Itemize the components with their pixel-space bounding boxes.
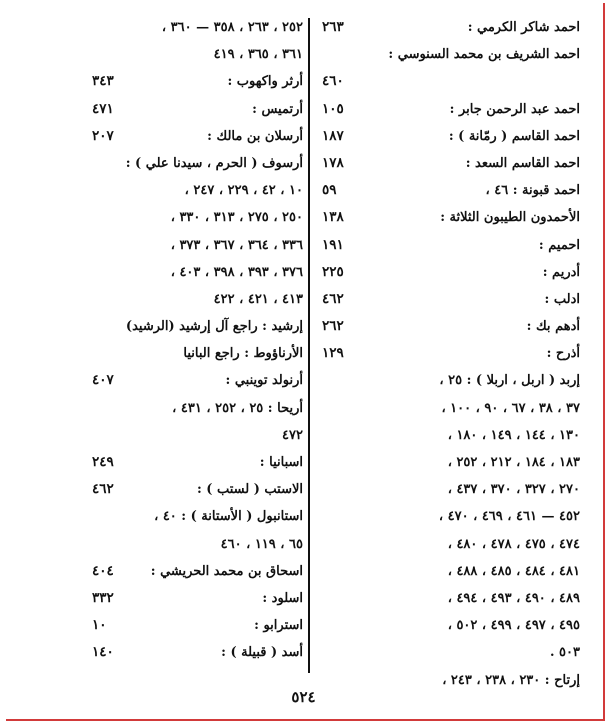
index-entry (88, 313, 303, 340)
index-entry (318, 449, 580, 476)
entry-text: ٦٥ ، ١١٩ ، ٤٦٠ (220, 536, 303, 552)
entry-text: ٣٣٦ ، ٣٦٤ ، ٣٦٧ ، ٣٧٣ ، (170, 237, 303, 253)
entry-text: احمد الشريف بن محمد السنوسي : (388, 47, 580, 63)
entry-text: أرسلان بن مالك : (207, 128, 303, 144)
entry-text: ٣٧ ، ٣٨ ، ٦٧ ، ٩٠ ، ١٠٠ ، (441, 400, 580, 416)
index-entry (88, 367, 303, 394)
entry-page-ref: ٢٢٥ (322, 263, 344, 280)
index-entry (318, 531, 580, 558)
index-entry (318, 422, 580, 449)
entry-page-ref: ٤٦٠ (322, 73, 344, 90)
index-entry (88, 639, 303, 666)
index-entry (318, 503, 580, 530)
entry-text: ٢٥٠ ، ٢٧٥ ، ٣١٣ ، ٣٣٠ ، (170, 210, 303, 226)
entry-text: أريحا : ٢٥ ، ٢٥٢ ، ٤٣١ ، (172, 400, 303, 416)
entry-page-ref: ٤٠٧ (92, 372, 114, 389)
index-entry (318, 340, 580, 367)
entry-text: أرنولد توينبي : (225, 373, 303, 389)
page-number: ٥٢٤ (291, 688, 316, 706)
entry-page-ref: ١٠ (92, 617, 107, 634)
index-entry (318, 68, 580, 95)
index-entry (88, 340, 303, 367)
index-entry (318, 639, 580, 666)
index-entry (318, 558, 580, 585)
entry-page-ref: ٣٤٣ (92, 73, 114, 90)
entry-text: أرتميس : (252, 101, 303, 117)
entry-text: أذرح : (546, 346, 580, 362)
entry-text: ٤٩٥ ، ٤٩٧ ، ٤٩٩ ، ٥٠٢ ، (447, 618, 580, 634)
index-entry (88, 41, 303, 68)
entry-text: احمد القاسم ( رمّانة ) : (448, 128, 580, 144)
index-entry (88, 232, 303, 259)
index-entry (88, 449, 303, 476)
index-entry (318, 612, 580, 639)
entry-text: ٤١٣ ، ٤٢١ ، ٤٢٢ (213, 291, 303, 307)
entry-page-ref: ١٠٥ (322, 100, 344, 117)
entry-page-ref: ٤٠٤ (92, 562, 114, 579)
entry-page-ref: ٢٦٢ (322, 318, 344, 335)
index-entry (318, 232, 580, 259)
entry-text: احمد قبونة : ٤٦ ، (485, 183, 580, 199)
entry-text: ٤٨٩ ، ٤٩٠ ، ٤٩٣ ، ٤٩٤ ، (447, 590, 580, 606)
entry-page-ref: ١٩١ (322, 236, 344, 253)
index-entry (318, 259, 580, 286)
entry-text: احمد القاسم السعد : (465, 155, 580, 171)
index-entry (88, 259, 303, 286)
entry-text: ١٣٠ ، ١٤٤ ، ١٤٩ ، ١٨٠ ، (447, 427, 580, 443)
index-entry (88, 612, 303, 639)
index-entry (318, 286, 580, 313)
index-entry (318, 395, 580, 422)
entry-page-ref: ١٤٠ (92, 644, 114, 661)
entry-text: ٢٧٠ ، ٣٢٧ ، ٣٧٠ ، ٤٣٧ ، (447, 482, 580, 498)
entry-page-ref: ٢٦٣ (322, 19, 344, 35)
entry-text: أدريم : (542, 264, 580, 280)
entry-page-ref: ٢٤٩ (92, 454, 114, 470)
entry-text: إرتاح : ٢٣٠ ، ٢٣٨ ، ٢٤٣ ، (442, 672, 580, 688)
entry-text: الأحمدون الطيبون الثلاثة : (440, 210, 580, 226)
entry-text: أرسوف ( الحرم ، سيدنا علي ) : (125, 155, 303, 171)
entry-page-ref: ١٨٧ (322, 127, 344, 144)
index-entry (88, 68, 303, 95)
entry-text: ١٠ ، ٤٢ ، ٢٢٩ ، ٢٤٧ ، (184, 183, 303, 199)
entry-text: استرابو : (254, 618, 303, 634)
entry-text: الاستب ( لستب ) : (196, 482, 303, 498)
index-entry (88, 150, 303, 177)
entry-text: إرشيد : راجع آل إرشيد (الرشيد) (125, 319, 303, 335)
index-entry (88, 286, 303, 313)
index-entry (88, 422, 303, 449)
entry-page-ref: ١٧٨ (322, 154, 344, 171)
index-entry (318, 123, 580, 150)
entry-text: ١٨٣ ، ١٨٤ ، ٢١٢ ، ٢٥٢ ، (447, 455, 580, 470)
index-entry (318, 177, 580, 204)
entry-text: إربد ( اربل ، اربلا ) : ٢٥ ، (439, 373, 580, 389)
index-entry (318, 14, 580, 41)
index-column-right (318, 14, 580, 694)
index-entry (88, 14, 303, 41)
index-entry (318, 150, 580, 177)
entry-text: الأرناؤوط : راجع البانيا (183, 346, 303, 362)
index-entry (318, 96, 580, 123)
index-entry (88, 558, 303, 585)
entry-page-ref: ٤٦٢ (92, 481, 114, 498)
entry-text: احمد شاكر الكرمي : (467, 20, 580, 35)
entry-text: احمد عبد الرحمن جابر : (449, 101, 580, 117)
entry-page-ref: ٤٦٢ (322, 290, 344, 307)
index-entry (88, 204, 303, 231)
column-divider (308, 18, 310, 673)
entry-text: ٤٥٢ — ٤٦١ ، ٤٦٩ ، ٤٧٠ ، (438, 509, 580, 525)
entry-text: أدهم بك : (526, 319, 580, 335)
index-column-left (88, 14, 303, 667)
entry-text: اسلود : (262, 590, 303, 606)
entry-text: ٣٧٦ ، ٣٩٣ ، ٣٩٨ ، ٤٠٣ ، (170, 264, 303, 280)
entry-text: اسحاق بن محمد الحريشي : (150, 563, 303, 579)
entry-text: ٤٨١ ، ٤٨٤ ، ٤٨٥ ، ٤٨٨ ، (447, 563, 580, 579)
index-entry (318, 313, 580, 340)
entry-text: استانبول ( الأستانة ) : ٤٠ ، (154, 509, 303, 525)
entry-page-ref: ١٣٨ (322, 209, 344, 226)
index-entry (88, 96, 303, 123)
entry-text: أسد ( قبيلة ) : (221, 645, 303, 661)
entry-page-ref: ٤٧١ (92, 100, 114, 117)
entry-text: ٤٧٤ ، ٤٧٥ ، ٤٧٨ ، ٤٨٠ ، (447, 536, 580, 552)
index-entry (88, 585, 303, 612)
entry-text: ٢٥٢ ، ٢٦٣ ، ٣٥٨ — ٣٦٠ ، (161, 20, 303, 35)
index-entry (88, 531, 303, 558)
entry-page-ref: ٥٩ (322, 182, 337, 199)
index-entry (318, 204, 580, 231)
entry-text: ٥٠٣ . (549, 645, 580, 661)
entry-page-ref: ٢٠٧ (92, 127, 114, 144)
entry-text: ادلب : (544, 291, 580, 307)
index-entry (88, 476, 303, 503)
entry-page-ref: ٣٣٢ (92, 589, 114, 606)
index-entry (318, 367, 580, 394)
entry-text: اسبانيا : (259, 455, 303, 470)
index-entry (88, 177, 303, 204)
index-entry (318, 476, 580, 503)
index-entry (318, 41, 580, 68)
entry-page-ref: ١٢٩ (322, 345, 344, 362)
entry-text: ٣٦١ ، ٣٦٥ ، ٤١٩ (213, 47, 303, 63)
index-entry (88, 503, 303, 530)
entry-text: ٤٧٢ (282, 427, 303, 443)
index-entry (88, 395, 303, 422)
index-entry (318, 585, 580, 612)
entry-text: أرثر واكهوب : (227, 74, 303, 90)
entry-text: احميم : (538, 237, 580, 253)
index-entry (88, 123, 303, 150)
